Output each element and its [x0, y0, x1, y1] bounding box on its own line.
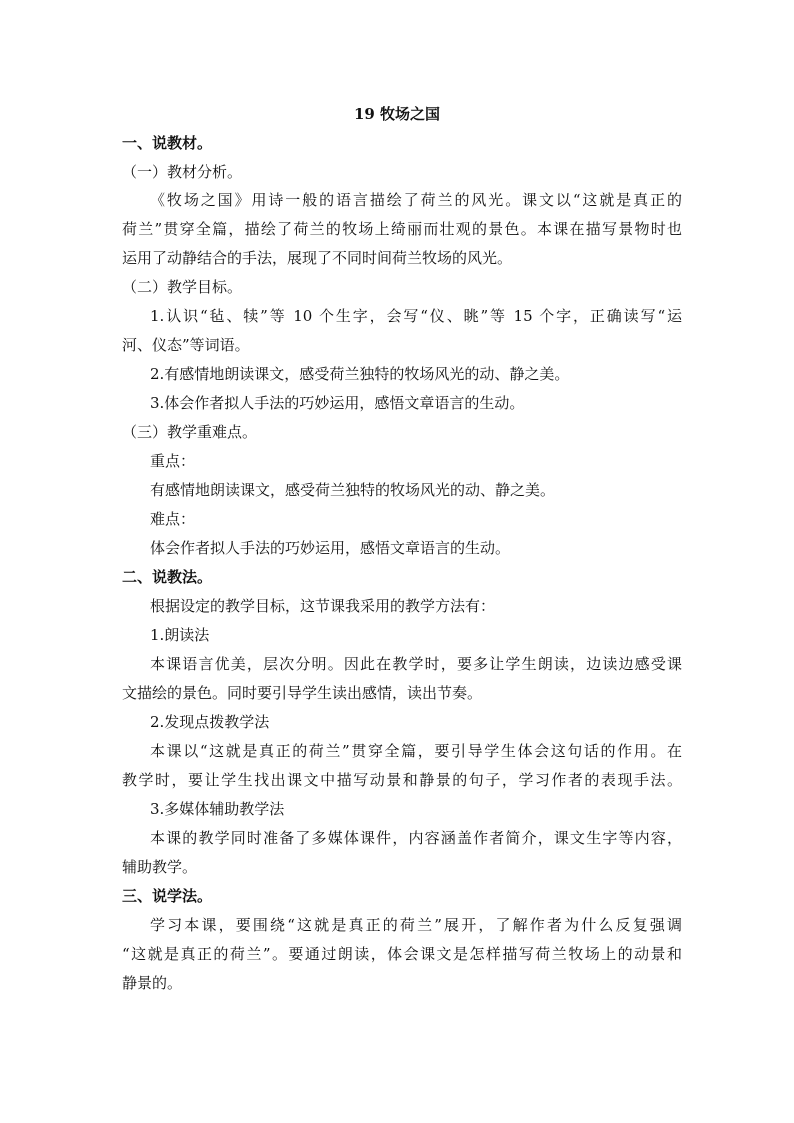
- paragraph-line: 本课以“这就是真正的荷兰”贯穿全篇，要引导学生体会这句话的作用。在: [150, 742, 682, 760]
- section-heading-3: 三、说学法。: [122, 887, 213, 905]
- paragraph-line: 2.有感情地朗读课文，感受荷兰独特的牧场风光的动、静之美。: [150, 365, 570, 383]
- paragraph-line: 1.认识“毡、犊”等 10 个生字，会写“仪、眺”等 15 个字，正确读写“运: [150, 307, 682, 325]
- paragraph-line: “这就是真正的荷兰”。要通过朗读，体会课文是怎样描写荷兰牧场上的动景和: [122, 945, 682, 963]
- paragraph-line: 静景的。: [122, 974, 183, 992]
- paragraph-line: 文描绘的景色。同时要引导学生读出感情，读出节奏。: [122, 684, 483, 702]
- paragraph-line: 教学时，要让学生找出课文中描写动景和静景的句子，学习作者的表现手法。: [122, 771, 682, 789]
- subsection-heading-3: （三）教学重难点。: [122, 423, 258, 441]
- paragraph-line: 学习本课，要围绕“这就是真正的荷兰”展开，了解作者为什么反复强调: [150, 916, 682, 934]
- paragraph-line: 3.体会作者拟人手法的巧妙运用，感悟文章语言的生动。: [150, 394, 525, 412]
- paragraph-line: 重点：: [150, 452, 196, 470]
- paragraph-line: 难点：: [150, 510, 196, 528]
- subsection-heading-1: （一）教材分析。: [122, 163, 243, 181]
- paragraph-line: 3.多媒体辅助教学法: [150, 800, 285, 818]
- section-heading-2: 二、说教法。: [122, 568, 213, 586]
- paragraph-line: 本课语言优美，层次分明。因此在教学时，要多让学生朗读，边读边感受课: [150, 655, 682, 673]
- paragraph-line: 运用了动静结合的手法，展现了不同时间荷兰牧场的风光。: [122, 249, 513, 267]
- paragraph-line: 辅助教学。: [122, 858, 198, 876]
- paragraph-line: 荷兰”贯穿全篇，描绘了荷兰的牧场上绮丽而壮观的景色。本课在描写景物时也: [122, 220, 682, 238]
- subsection-heading-2: （二）教学目标。: [122, 278, 243, 296]
- paragraph-line: 有感情地朗读课文，感受荷兰独特的牧场风光的动、静之美。: [150, 481, 556, 499]
- page-title: 19 牧场之国: [353, 105, 441, 123]
- paragraph-line: 2.发现点拨教学法: [150, 713, 270, 731]
- paragraph-line: 《牧场之国》用诗一般的语言描绘了荷兰的风光。课文以“这就是真正的: [150, 191, 682, 209]
- paragraph-line: 本课的教学同时准备了多媒体课件，内容涵盖作者简介，课文生字等内容，: [150, 829, 682, 847]
- section-heading-1: 一、说教材。: [122, 134, 213, 152]
- paragraph-line: 1.朗读法: [150, 626, 210, 644]
- paragraph-line: 体会作者拟人手法的巧妙运用，感悟文章语言的生动。: [150, 539, 511, 557]
- paragraph-line: 根据设定的教学目标，这节课我采用的教学方法有：: [150, 597, 496, 615]
- paragraph-line: 河、仪态”等词语。: [122, 336, 250, 354]
